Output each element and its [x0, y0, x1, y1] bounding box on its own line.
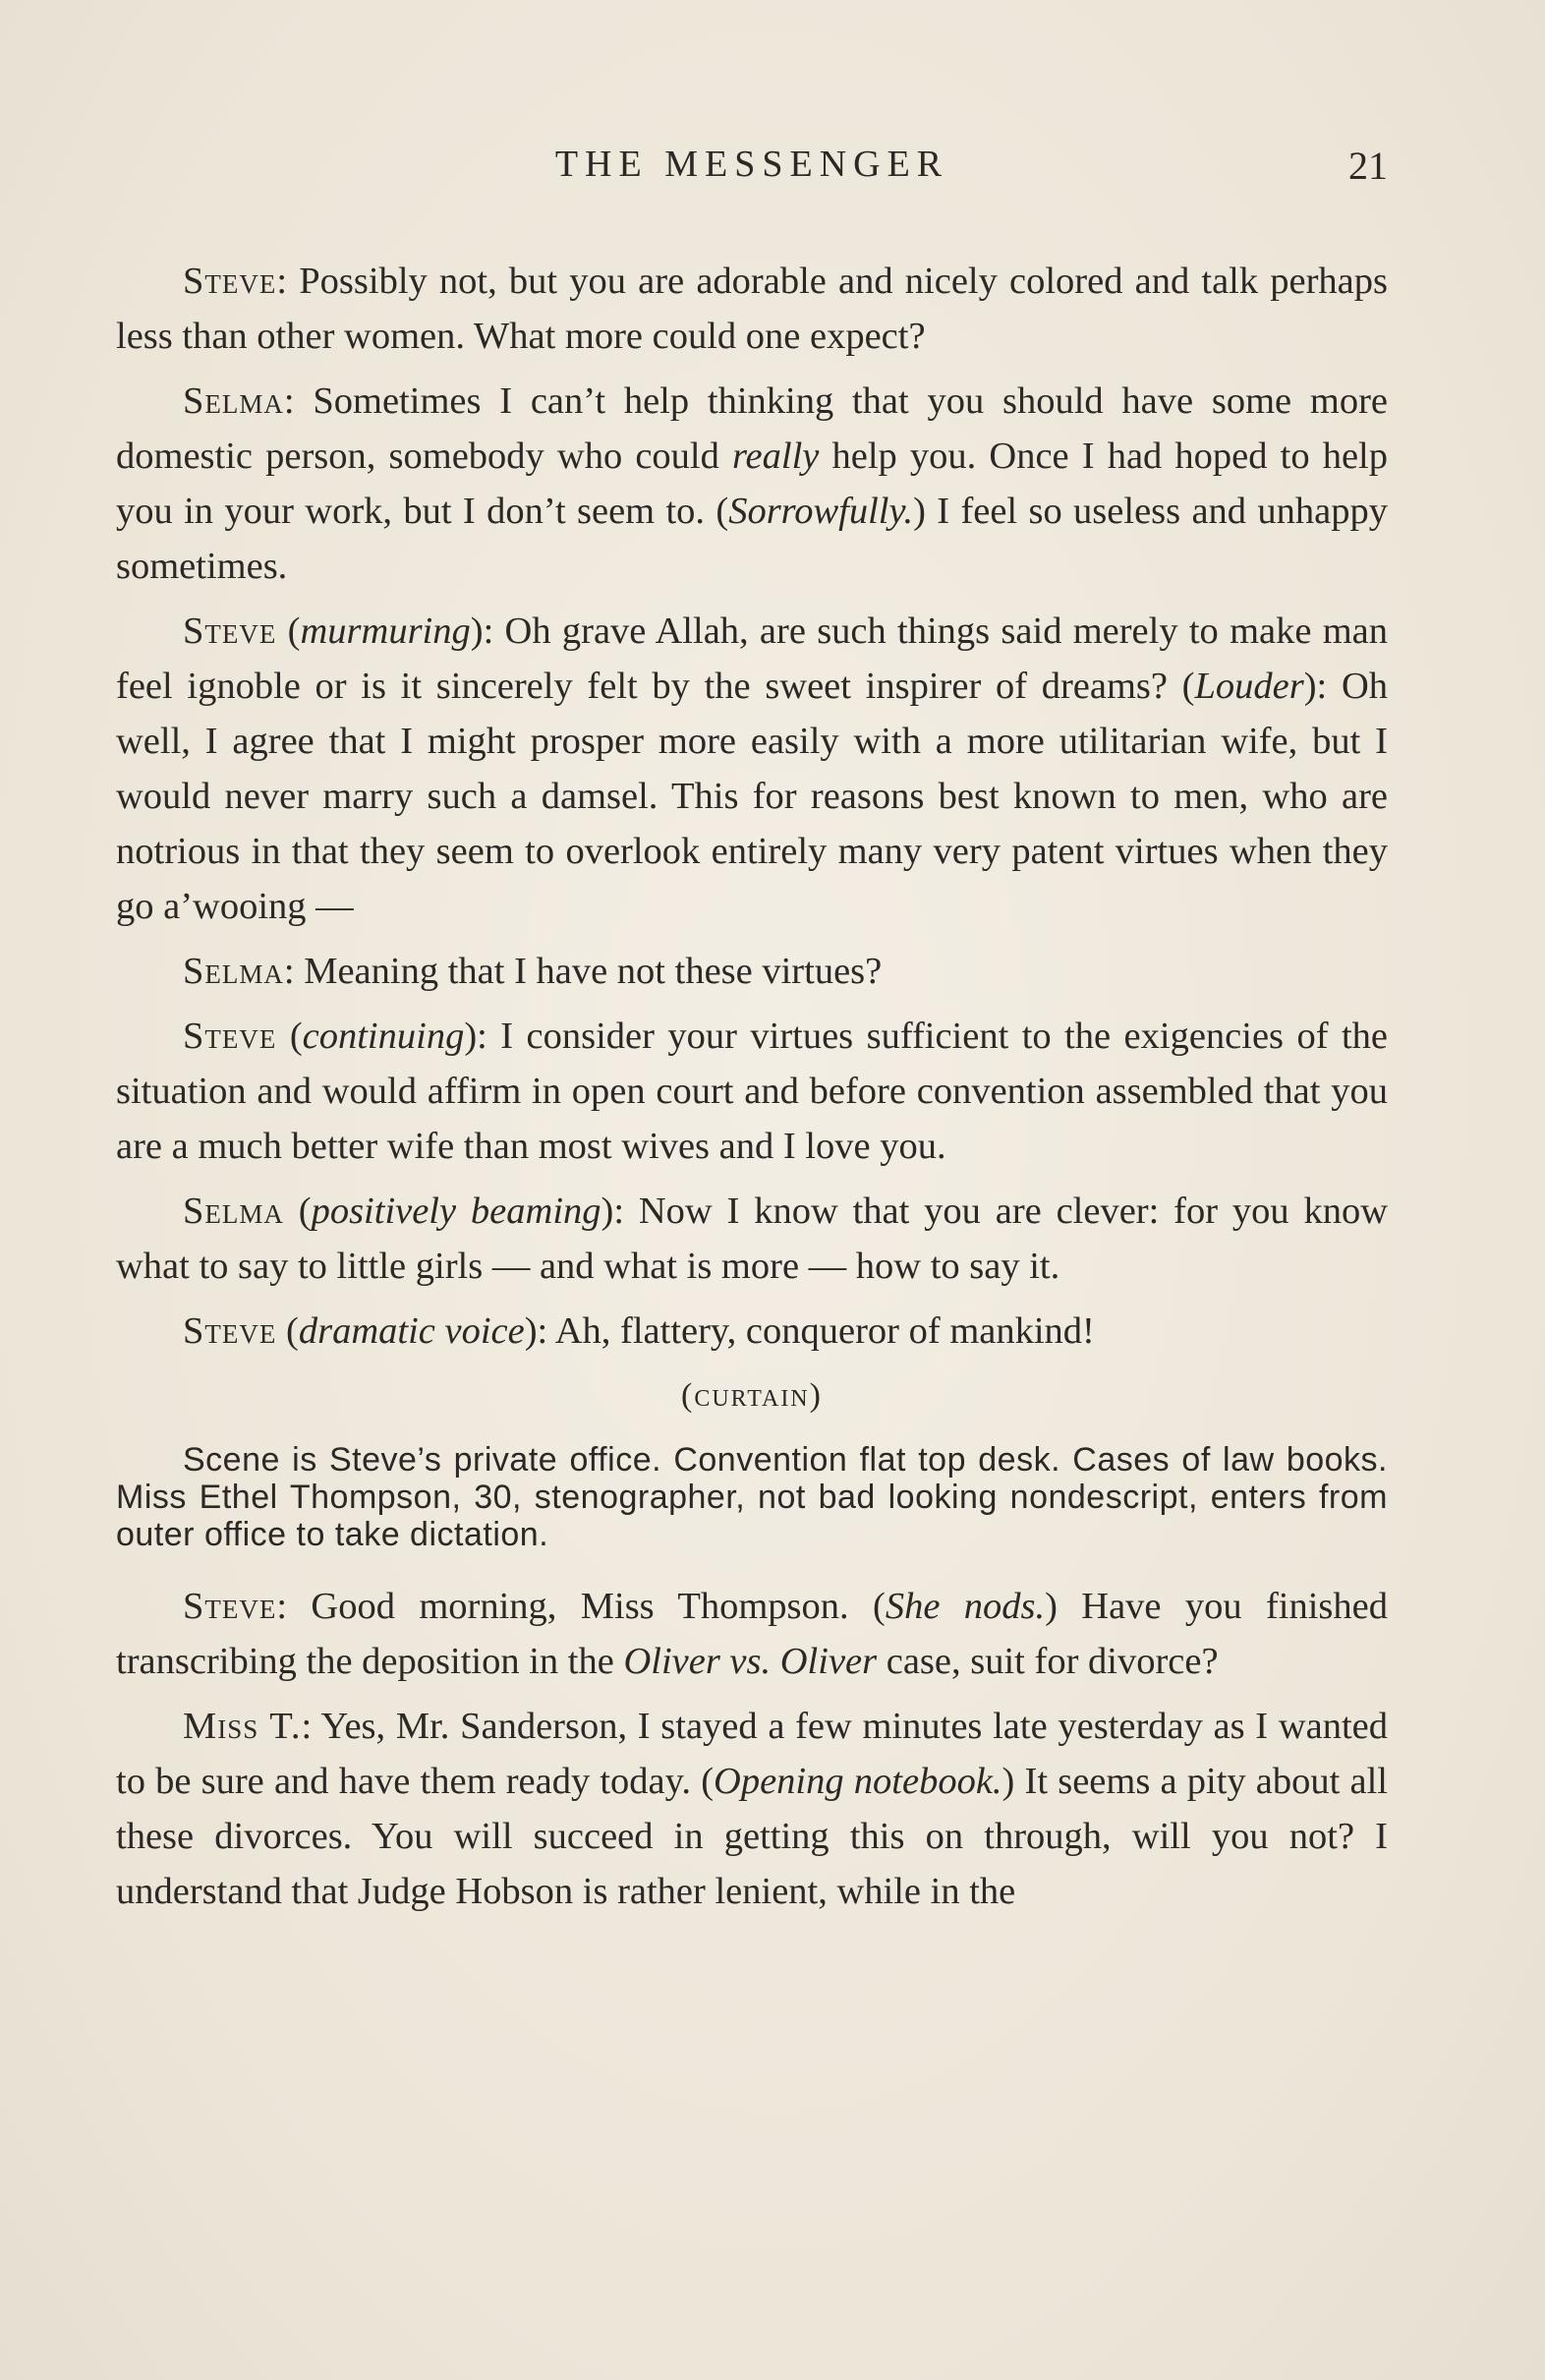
- speaker-name: Steve: [183, 610, 277, 652]
- speech-text: ): Now I know that you are clever: for you know what to say to little girls — and what is more — how to say it.: [116, 1190, 1389, 1287]
- speech-text: ): I consider your virtues sufficient to the exigencies of the situation and would affirm in open court and before convention assembled that you are a much better wife than most wives and I love you.: [116, 1016, 1388, 1167]
- stage-aside: really: [732, 435, 820, 477]
- speaker-name: Steve: [183, 1310, 277, 1352]
- dialogue-paragraph: [116, 254, 1388, 364]
- speech-text: help you. Once I had hoped to help you in your work, but I don’t seem to. (: [116, 435, 1388, 532]
- speech-text: : Good morning, Miss Thompson. (: [276, 1586, 886, 1627]
- stage-aside: dramatic voice: [298, 1310, 525, 1352]
- stage-aside: Oliver vs. Oliver: [623, 1641, 878, 1682]
- running-head: THE MESSENGER: [554, 144, 949, 185]
- speaker-name: Miss T.: [183, 1706, 302, 1747]
- speech-text: (: [276, 1310, 299, 1352]
- body-text: [116, 254, 1388, 1929]
- speech-text: ) Have you finished transcribing the deposition in the: [116, 1586, 1388, 1682]
- speech-text: case, suit for divorce?: [877, 1641, 1219, 1682]
- speech-text: (: [276, 1016, 303, 1057]
- dialogue-paragraph: [116, 1699, 1388, 1919]
- curtain-direction: (curtain): [681, 1377, 823, 1414]
- speech-text: : Possibly not, but you are adorable and nicely colored and talk perhaps less than other women. What more could one expect?: [116, 261, 1388, 357]
- speaker-name: Selma: [183, 1190, 284, 1232]
- speech-text: (: [276, 610, 301, 652]
- dialogue-block-2: [116, 1579, 1388, 1919]
- dialogue-paragraph: [116, 604, 1388, 934]
- stage-aside: positively beaming: [311, 1190, 601, 1232]
- dialogue-paragraph: [116, 944, 1388, 999]
- stage-aside: murmuring: [300, 610, 471, 652]
- speech-text: ) I feel so useless and unhappy sometimes.: [116, 491, 1388, 587]
- speaker-name: Selma: [183, 380, 284, 422]
- stage-aside: Sorrowfully.: [728, 491, 914, 532]
- stage-aside: Opening notebook.: [714, 1761, 1002, 1802]
- speech-text: ): Oh grave Allah, are such things said merely to make man feel ignoble or is it sincerely felt by the sweet inspirer of dreams? (: [116, 610, 1388, 707]
- dialogue-paragraph: [116, 1184, 1388, 1294]
- speaker-name: Selma: [183, 951, 284, 992]
- stage-aside: continuing: [302, 1016, 465, 1057]
- dialogue-paragraph: [116, 374, 1388, 594]
- speech-text: (: [283, 1190, 312, 1232]
- speech-text: : Meaning that I have not these virtues?: [283, 951, 883, 992]
- speech-text: : Yes, Mr. Sanderson, I stayed a few minutes late yesterday as I wanted to be sure and have them ready today. (: [116, 1706, 1388, 1802]
- speech-text: ) It seems a pity about all these divorces. You will succeed in getting this on through, will you not? I understand that Judge Hobson is rather lenient, while in the: [116, 1761, 1388, 1912]
- speech-text: : Sometimes I can’t help thinking that you should have some more domestic person, somebody who could: [116, 380, 1388, 477]
- stage-aside: She nods.: [885, 1586, 1046, 1627]
- speech-text: ): Ah, flattery, conqueror of mankind!: [524, 1310, 1095, 1352]
- speech-text: ): Oh well, I agree that I might prosper more easily with a more utilitarian wife, but I would never marry such a damsel. This for reasons best known to men, who are notrious in that they seem to overlook entirely many very patent virtues when they go a’wooing —: [116, 666, 1388, 927]
- speaker-name: Steve: [183, 261, 277, 302]
- speaker-name: Steve: [183, 1586, 277, 1627]
- speaker-name: Steve: [183, 1016, 277, 1057]
- dialogue-paragraph: [116, 1009, 1388, 1174]
- stage-direction: Scene is Steve’s private office. Convention flat top desk. Cases of law books. Miss Ethel Thompson, 30, stenographer, not bad looking nondescript, enters from outer office to take dictation.: [116, 1441, 1388, 1553]
- stage-aside: Louder: [1194, 666, 1304, 707]
- page-header: [116, 143, 1388, 202]
- dialogue-paragraph: [116, 1304, 1388, 1359]
- page-number: 21: [1348, 144, 1388, 188]
- dialogue-paragraph: [116, 1579, 1388, 1689]
- dialogue-block: [116, 254, 1388, 1359]
